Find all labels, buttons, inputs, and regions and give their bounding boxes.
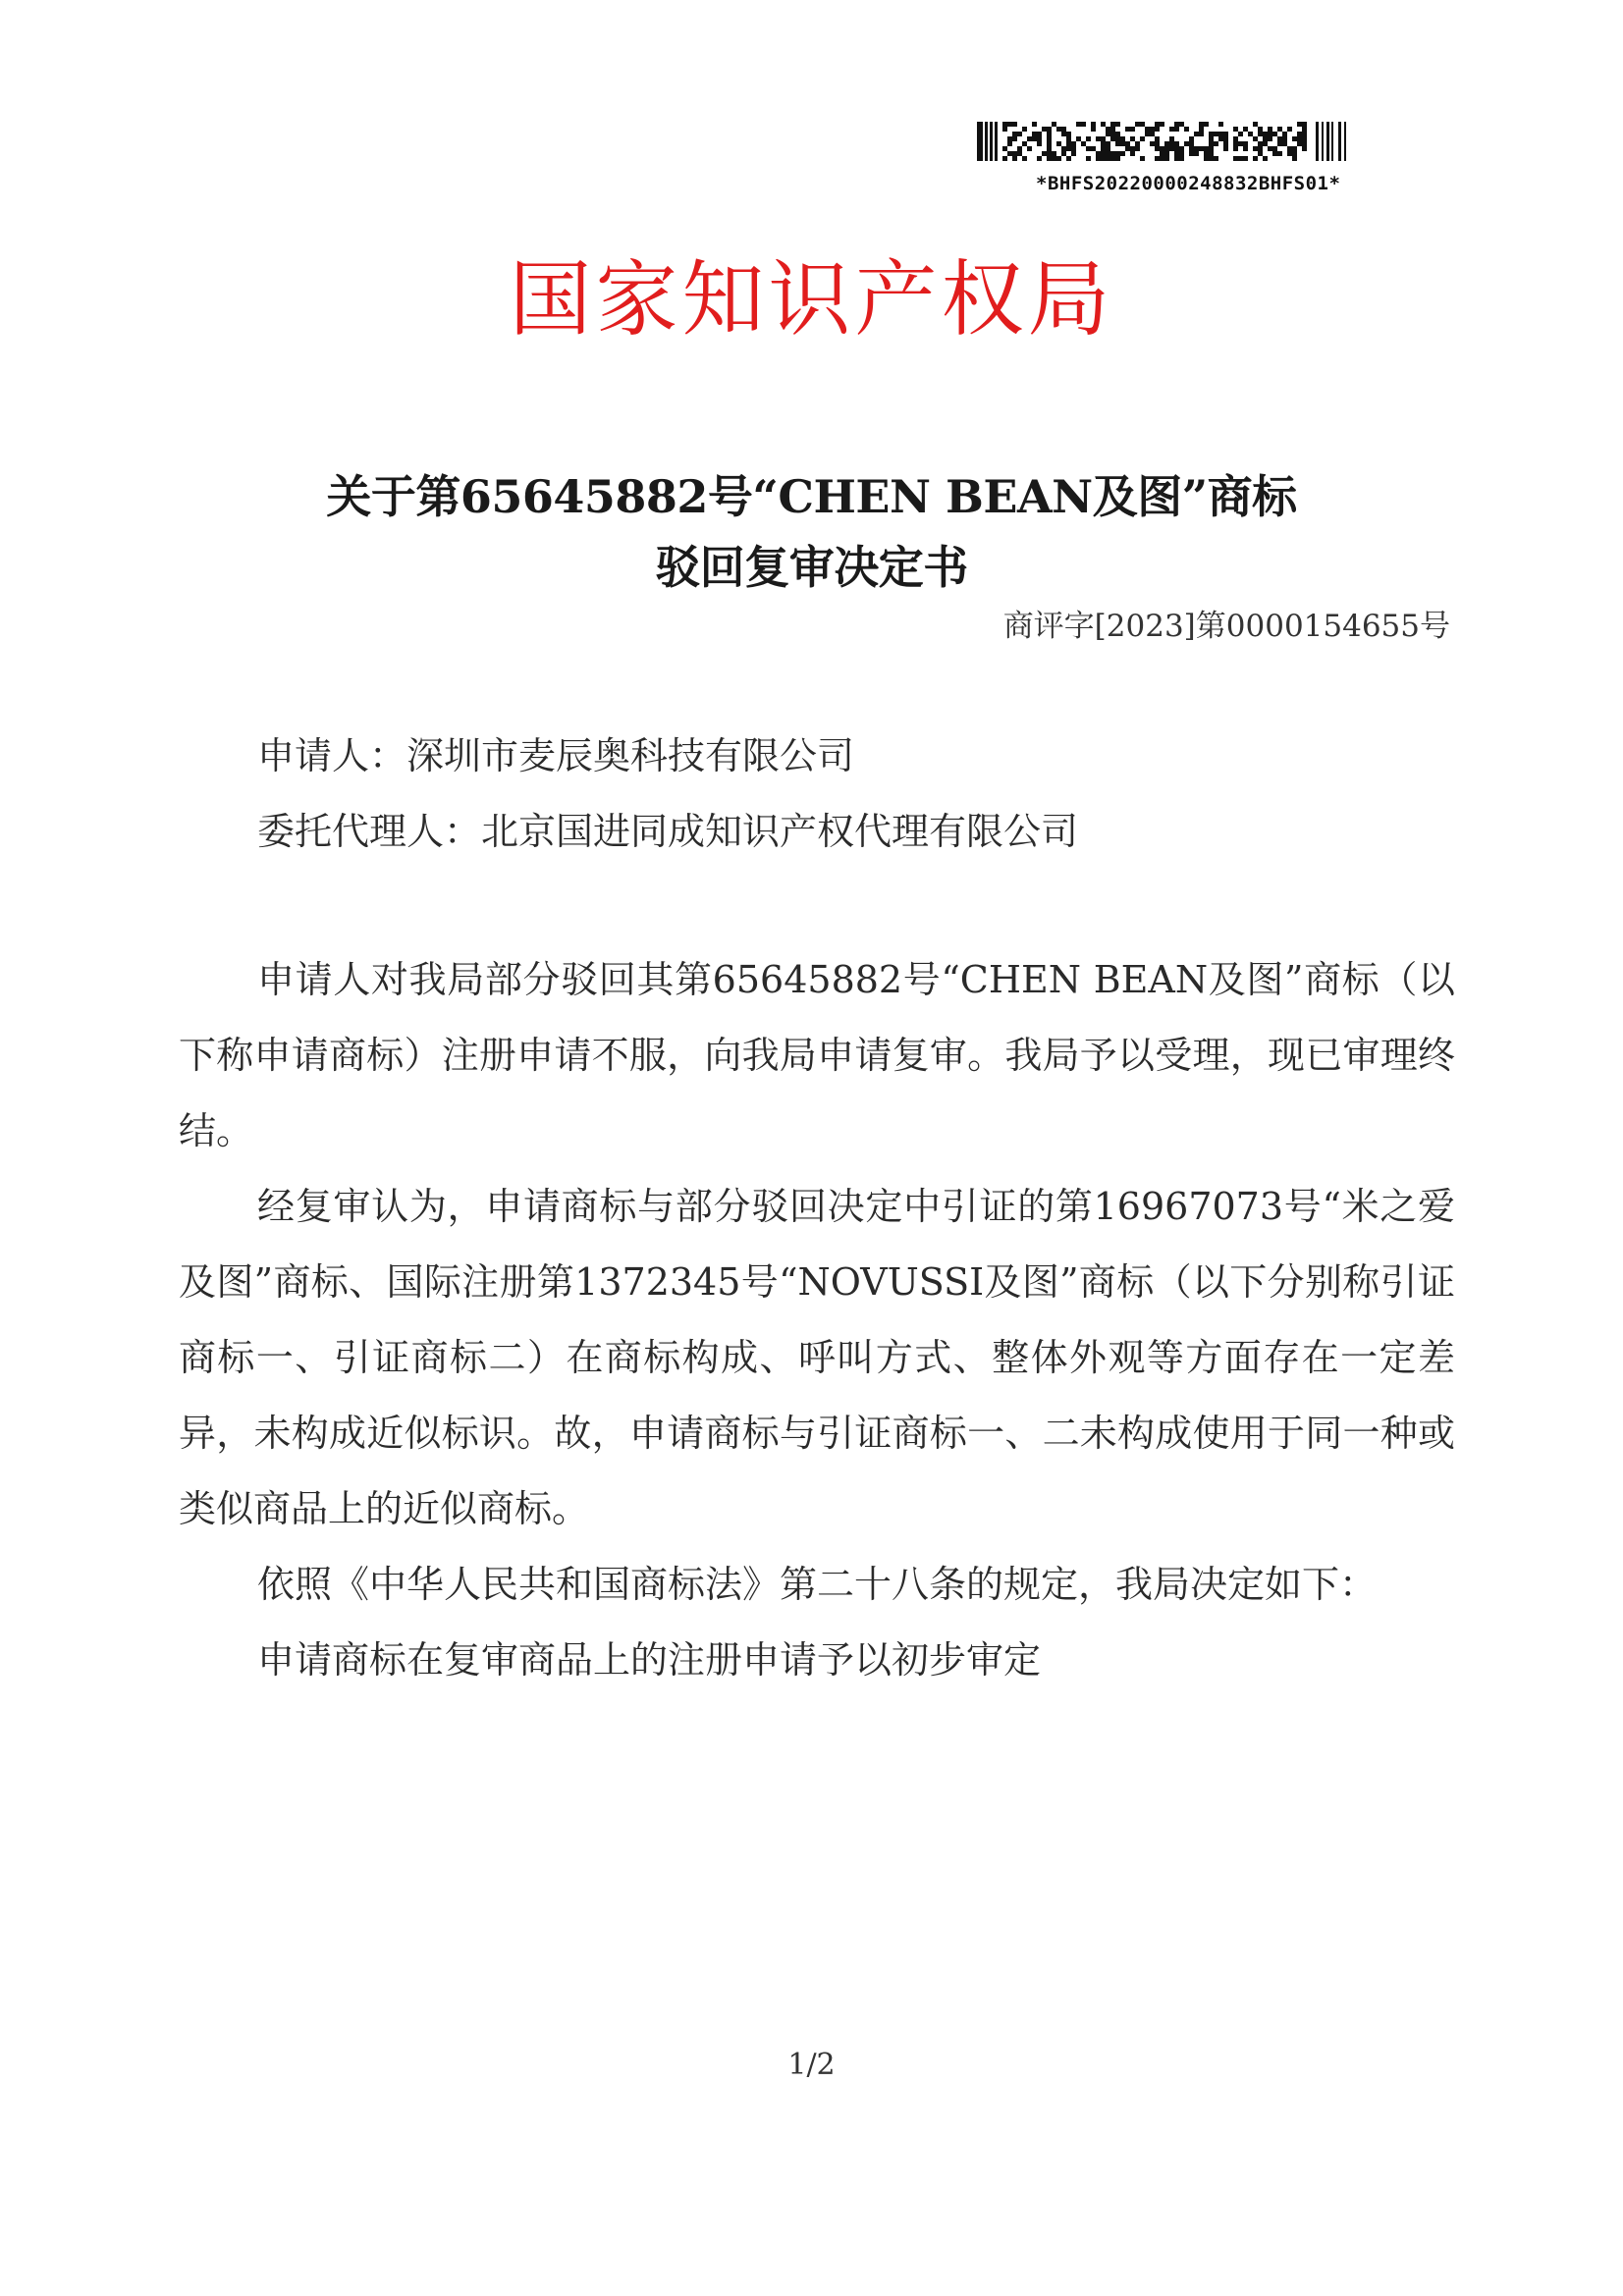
document-number: 商评字[2023]第0000154655号 bbox=[1002, 609, 1450, 644]
decision-body bbox=[179, 942, 1455, 1698]
barcode bbox=[977, 118, 1389, 196]
document-title-line-1: 关于第65645882号“CHEN BEAN及图”商标 bbox=[326, 470, 1297, 523]
agent-line: 委托代理人：北京国进同成知识产权代理有限公司 bbox=[257, 810, 1079, 853]
barcode-number: *BHFS20220000248832BHFS01* bbox=[1036, 173, 1341, 194]
body-paragraph-4: 申请商标在复审商品上的注册申请予以初步审定 bbox=[257, 1638, 1042, 1682]
body-paragraph-2: 经复审认为，申请商标与部分驳回决定中引证的第16967073号“米之爱及图”商标、国际注册第1372345号“NOVUSSI及图”商标（以下分别称引证商标一、引证商标二）在商标构成、呼叫方式、整体外观等方面存在一定差异，未构成近似标识。故，申请商标与引证商标一、二未构成使用于同一种或类似商品上的近似商标。 bbox=[179, 1185, 1455, 1530]
page-number: 1/2 bbox=[787, 2048, 836, 2082]
document-title-line-2: 驳回复审决定书 bbox=[655, 541, 968, 594]
body-paragraph-3: 依照《中华人民共和国商标法》第二十八条的规定，我局决定如下： bbox=[257, 1563, 1378, 1606]
body-paragraph-1: 申请人对我局部分驳回其第65645882号“CHEN BEAN及图”商标（以下称申请商标）注册申请不服，向我局申请复审。我局予以受理，现已审理终结。 bbox=[179, 958, 1455, 1152]
barcode-icon bbox=[977, 118, 1389, 169]
issuer-name: 国家知识产权局 bbox=[509, 251, 1114, 347]
applicant-line: 申请人：深圳市麦辰奥科技有限公司 bbox=[257, 734, 855, 777]
